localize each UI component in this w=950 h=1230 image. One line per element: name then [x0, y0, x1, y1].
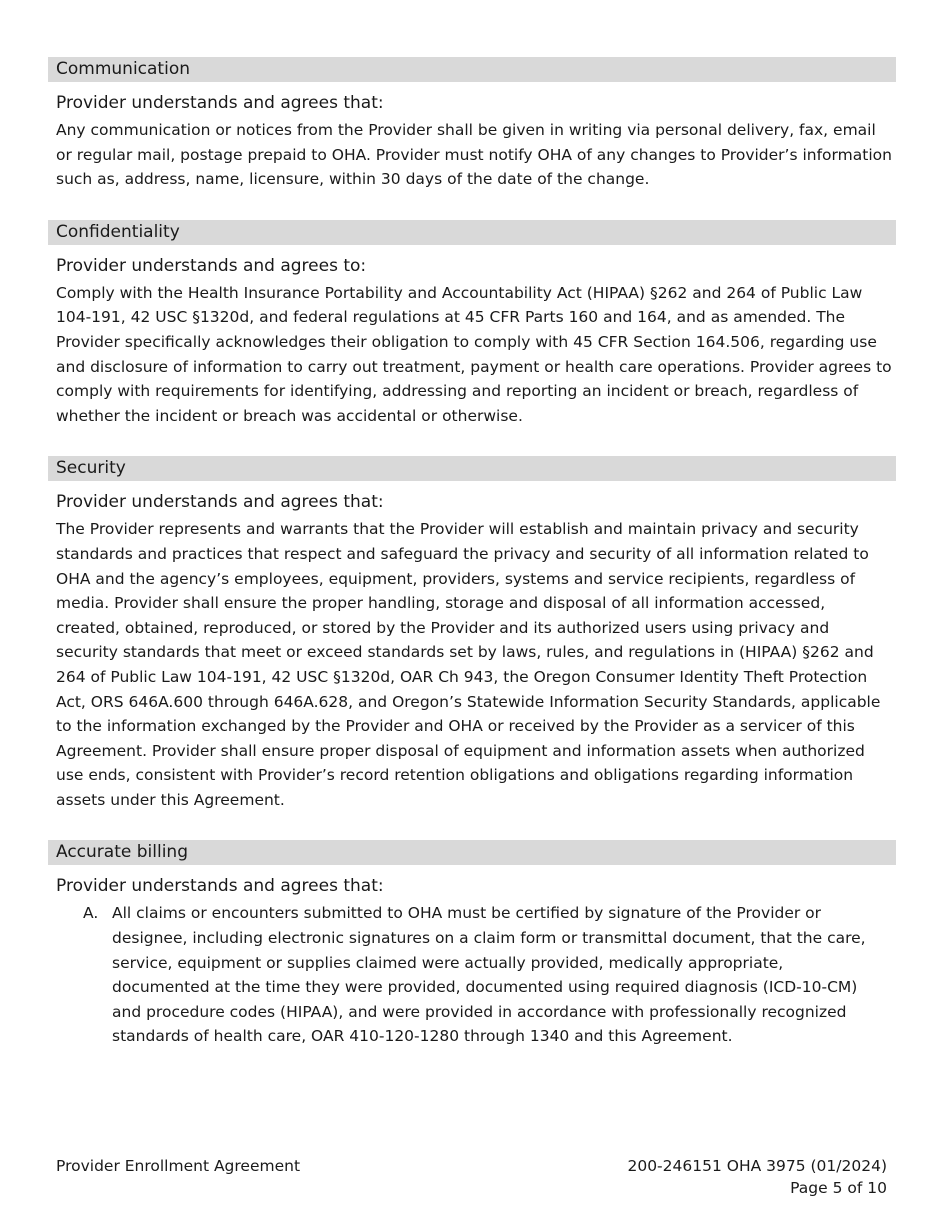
section-heading: Confidentiality: [48, 220, 896, 245]
section-heading: Accurate billing: [48, 840, 896, 865]
list-item: [83, 901, 873, 1049]
section-body: The Provider represents and warrants that the Provider will establish and maintain privacy and security standards and practices that respect and safeguard the privacy and security of all information related to OHA and the agency’s employees, equipment, providers, systems and service recipients, regardless of media. Provider shall ensure the proper handling, storage and disposal of all information accessed, created, obtained, reproduced, or stored by the Provider and its authorized users using privacy and security standards that meet or exceed standards set by laws, rules, and regulations in (HIPAA) §262 and 264 of Public Law 104-191, 42 USC §1320d, OAR Ch 943, the Oregon Consumer Identity Theft Protection Act, ORS 646A.600 through 646A.628, and Oregon’s Statewide Information Security Standards, applicable to the information exchanged by the Provider and OHA or received by the Provider as a servicer of this Agreement. Provider shall ensure proper disposal of equipment and information assets when authorized use ends, consistent with Provider’s record retention obligations and obligations regarding information assets under this Agreement.: [56, 520, 881, 809]
section-body: Any communication or notices from the Provider shall be given in writing via personal delivery, fax, email or regular mail, postage prepaid to OHA. Provider must notify OHA of any changes to Provider’s information such as, address, name, licensure, within 30 days of the date of the change.: [56, 121, 892, 189]
footer-right-block: [627, 1155, 887, 1199]
footer-page-number: Page 5 of 10: [790, 1179, 887, 1197]
section-intro: Provider understands and agrees to:: [56, 255, 367, 276]
list-marker: A.: [83, 904, 99, 923]
section-intro: Provider understands and agrees that:: [56, 492, 384, 513]
section-body: Comply with the Health Insurance Portability and Accountability Act (HIPAA) §262 and 264 of Public Law 104-191, 42 USC §1320d, and federal regulations at 45 CFR Parts 160 and 164, and as amended. The Provider specifically acknowledges their obligation to comply with 45 CFR Section 164.506, regarding use and disclosure of information to carry out treatment, payment or health care operations. Provider agrees to comply with requirements for identifying, addressing and reporting an incident or breach, regardless of whether the incident or breach was accidental or otherwise.: [56, 283, 892, 425]
document-page: [48, 57, 896, 1077]
section-accurate-billing: [48, 840, 896, 1049]
section-heading: Security: [48, 456, 896, 481]
section-heading: Communication: [48, 57, 896, 82]
footer-form-id: 200-246151 OHA 3975 (01/2024): [627, 1157, 887, 1175]
section-communication: [48, 57, 896, 192]
section-intro: Provider understands and agrees that:: [56, 876, 384, 897]
section-confidentiality: [48, 220, 896, 429]
footer-document-title: Provider Enrollment Agreement: [56, 1157, 301, 1175]
list-item-text: All claims or encounters submitted to OHA must be certified by signature of the Provider or designee, including electronic signatures on a claim form or transmittal document, that the care, service, equipment or supplies claimed were actually provided, medically appropriate, documented at the time they were provided, documented using required diagnosis (ICD-10-CM) and procedure codes (HIPAA), and were provided in accordance with professionally recognized standards of health care, OAR 410-120-1280 through 1340 and this Agreement.: [112, 904, 866, 1046]
section-intro: Provider understands and agrees that:: [56, 93, 384, 113]
section-security: [48, 456, 896, 812]
